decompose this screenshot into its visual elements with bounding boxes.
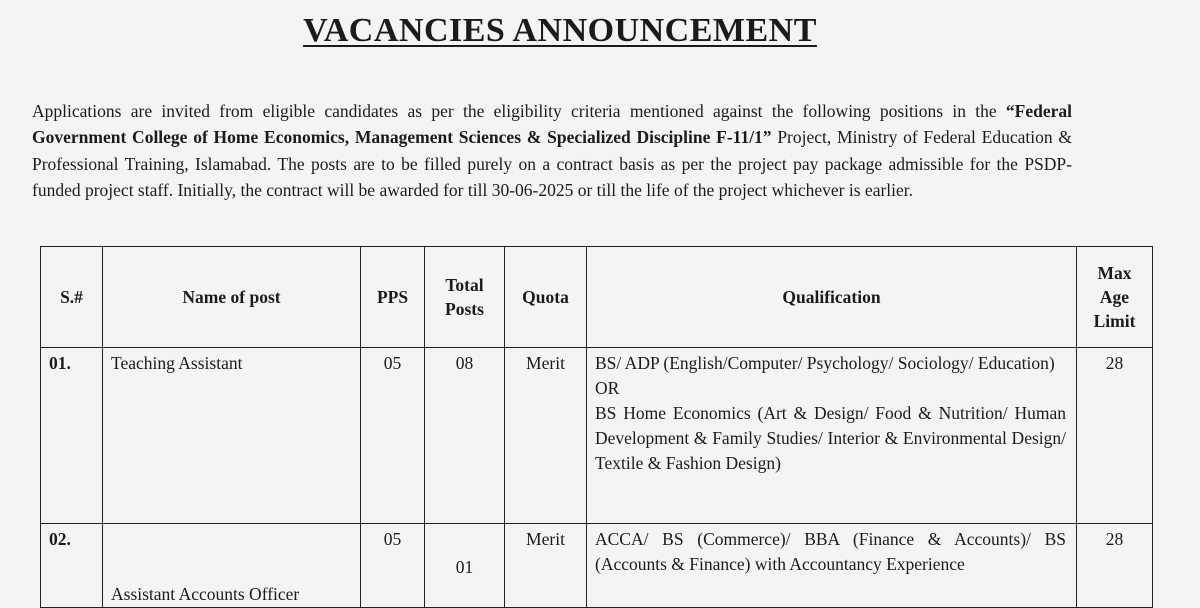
intro-text-2: Project, Ministry of Federal Education & Professional Training, Islamabad. The posts are to be filled purely on a contract basis as per the project pay package admissible for the PSDP-funded project staff. Initially, the contract will be awarded for till 30-06-2025 or till the life of the project whichever is earlier. — [32, 127, 1072, 200]
intro-text-1: Applications are invited from eligible candidates as per the eligibility criteria mentioned against the following positions in the — [32, 100, 1006, 121]
header-total-line2: Posts — [445, 299, 484, 319]
header-age-line2: Age — [1099, 287, 1130, 307]
qualification-or: OR — [595, 378, 620, 398]
row-pps: 05 — [361, 524, 425, 608]
row-quota: Merit — [505, 348, 587, 524]
page-title — [0, 12, 1120, 50]
page-title-text: VACANCIES ANNOUNCEMENT — [303, 12, 817, 49]
table-row — [41, 348, 1153, 524]
row-qualification — [587, 348, 1077, 524]
row-total-posts: 08 — [425, 348, 505, 524]
row-sn: 02. — [41, 524, 103, 608]
header-age-limit — [1077, 247, 1153, 348]
intro-paragraph — [32, 98, 1072, 204]
header-qualification: Qualification — [587, 247, 1077, 348]
header-age-line1: Max — [1097, 263, 1132, 283]
intro-project-name: “Federal Government College of Home Economics, Management Sciences & Specialized Discipline F-11/1” — [32, 100, 1072, 147]
row-total-posts: 01 — [425, 524, 505, 608]
row-post-name: Assistant Accounts Officer — [103, 524, 361, 608]
header-total-posts — [425, 247, 505, 348]
table-header-row — [41, 247, 1153, 348]
qualification-option-2: BS Home Economics (Art & Design/ Food & Nutrition/ Human Development & Family Studies/ Interior & Environmental Design/ Textile & Fashion Design) — [595, 403, 1066, 473]
header-total-line1: Total — [445, 275, 484, 295]
row-pps: 05 — [361, 348, 425, 524]
row-age-limit: 28 — [1077, 524, 1153, 608]
header-post: Name of post — [103, 247, 361, 348]
vacancies-table — [40, 246, 1153, 608]
table-row — [41, 524, 1153, 608]
row-age-limit: 28 — [1077, 348, 1153, 524]
row-quota: Merit — [505, 524, 587, 608]
header-age-line3: Limit — [1093, 311, 1136, 331]
header-sn: S.# — [41, 247, 103, 348]
header-pps: PPS — [361, 247, 425, 348]
qualification-option-1: ACCA/ BS (Commerce)/ BBA (Finance & Accounts)/ BS (Accounts & Finance) with Accountancy Experience — [595, 529, 1066, 574]
row-qualification — [587, 524, 1077, 608]
header-quota: Quota — [505, 247, 587, 348]
row-post-name: Teaching Assistant — [103, 348, 361, 524]
qualification-option-1: BS/ ADP (English/Computer/ Psychology/ Sociology/ Education) — [595, 353, 1055, 373]
row-sn: 01. — [41, 348, 103, 524]
